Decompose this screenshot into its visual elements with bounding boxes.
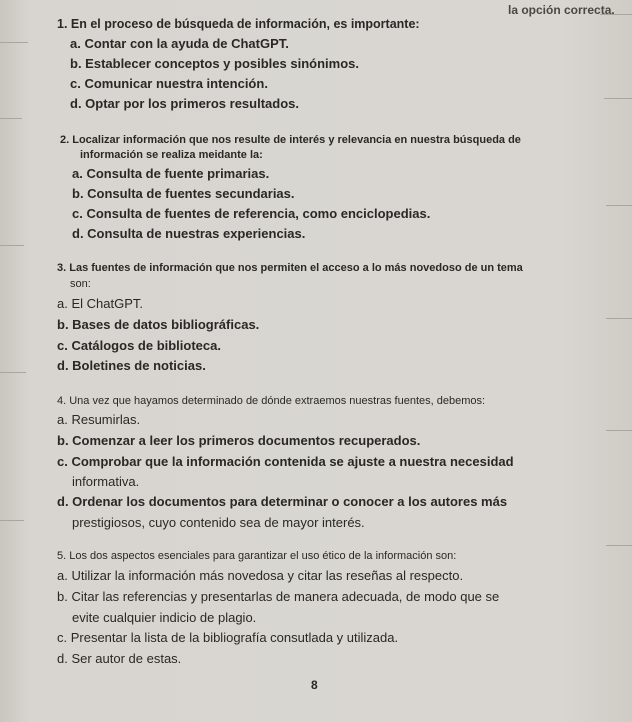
rule-mark bbox=[606, 545, 632, 546]
option-a: a. Resumirlas. bbox=[57, 412, 141, 427]
option-c-continuation: informativa. bbox=[72, 474, 140, 489]
option-c: c. Consulta de fuentes de referencia, como enciclopedias. bbox=[72, 206, 431, 221]
option-a: a. Contar con la ayuda de ChatGPT. bbox=[70, 36, 289, 51]
rule-mark bbox=[0, 118, 22, 119]
page-number: 8 bbox=[311, 678, 318, 692]
question-stem: 5. Los dos aspectos esenciales para garantizar el uso ético de la información son: bbox=[57, 550, 457, 562]
question-stem-continuation: son: bbox=[70, 278, 91, 290]
question-stem-continuation: información se realiza meidante la: bbox=[80, 149, 263, 161]
option-b-continuation: evite cualquier indicio de plagio. bbox=[72, 610, 257, 625]
option-d: d. Ser autor de estas. bbox=[57, 651, 182, 666]
question-stem: 3. Las fuentes de información que nos permiten el acceso a lo más novedoso de un tema bbox=[57, 262, 523, 274]
question-stem: 2. Localizar información que nos resulte de interés y relevancia en nuestra búsqueda de bbox=[60, 134, 521, 146]
option-d-continuation: prestigiosos, cuyo contenido sea de mayor interés. bbox=[72, 515, 365, 530]
rule-mark bbox=[0, 372, 26, 373]
option-b: b. Bases de datos bibliográficas. bbox=[57, 317, 260, 332]
option-c: c. Comunicar nuestra intención. bbox=[70, 76, 268, 91]
rule-mark bbox=[606, 430, 632, 431]
option-c: c. Comprobar que la información contenida se ajuste a nuestra necesidad bbox=[57, 454, 514, 469]
option-d: d. Ordenar los documentos para determinar o conocer a los autores más bbox=[57, 494, 508, 509]
option-d: d. Optar por los primeros resultados. bbox=[70, 96, 299, 111]
option-c: c. Presentar la lista de la bibliografía consutlada y utilizada. bbox=[57, 630, 399, 645]
option-c: c. Catálogos de biblioteca. bbox=[57, 338, 221, 353]
option-b: b. Citar las referencias y presentarlas de manera adecuada, de modo que se bbox=[57, 589, 500, 604]
rule-mark bbox=[606, 205, 632, 206]
rule-mark bbox=[0, 42, 28, 43]
question-stem: 4. Una vez que hayamos determinado de dónde extraemos nuestras fuentes, debemos: bbox=[57, 395, 486, 407]
option-b: b. Comenzar a leer los primeros documentos recuperados. bbox=[57, 433, 421, 448]
rule-mark bbox=[0, 520, 24, 521]
option-b: b. Establecer conceptos y posibles sinónimos. bbox=[70, 56, 359, 71]
question-stem: 1. En el proceso de búsqueda de información, es importante: bbox=[57, 17, 420, 31]
rule-mark bbox=[606, 318, 632, 319]
option-d: d. Consulta de nuestras experiencias. bbox=[72, 226, 306, 241]
rule-mark bbox=[0, 245, 24, 246]
option-b: b. Consulta de fuentes secundarias. bbox=[72, 186, 295, 201]
header-fragment: la opción correcta. bbox=[508, 3, 615, 17]
option-d: d. Boletines de noticias. bbox=[57, 358, 206, 373]
option-a: a. El ChatGPT. bbox=[57, 296, 143, 311]
option-a: a. Utilizar la información más novedosa y citar las reseñas al respecto. bbox=[57, 568, 464, 583]
rule-mark bbox=[604, 98, 632, 99]
option-a: a. Consulta de fuente primarias. bbox=[72, 166, 270, 181]
